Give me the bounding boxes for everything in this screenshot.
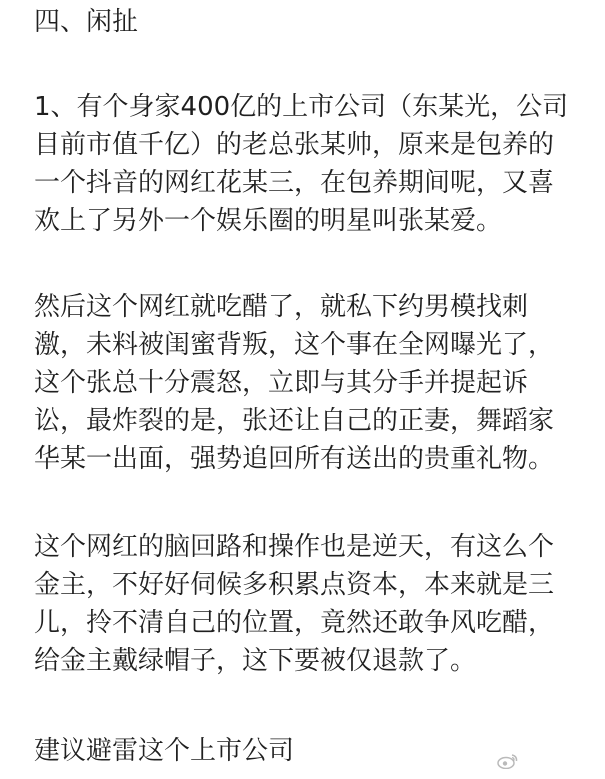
paragraph-line: 讼，最炸裂的是，张还让自己的正妻，舞蹈家 <box>34 406 555 436</box>
weibo-logo-icon <box>497 753 519 769</box>
paragraph-line: 华某一出面，强势追回所有送出的贵重礼物。 <box>34 444 555 474</box>
paragraph-line: 然后这个网红就吃醋了，就私下约男模找刺 <box>34 292 529 322</box>
paragraph-line: 这个张总十分震怒，立即与其分手并提起诉 <box>34 368 529 398</box>
paragraph-2 <box>34 288 594 478</box>
section-heading: 四、闲扯 <box>34 7 139 37</box>
watermark <box>497 753 519 769</box>
paragraph-1 <box>34 88 594 240</box>
paragraph-line: 1、有个身家400亿的上市公司（东某光，公司 <box>34 92 569 122</box>
paragraph-line: 一个抖音的网红花某三，在包养期间呢，又喜 <box>34 168 555 198</box>
paragraph-line: 目前市值千亿）的老总张某帅，原来是包养的 <box>34 130 555 160</box>
paragraph-line: 建议避雷这个上市公司 <box>34 736 295 766</box>
paragraph-line: 激，未料被闺蜜背叛，这个事在全网曝光了， <box>34 330 555 360</box>
paragraph-line: 这个网红的脑回路和操作也是逆天，有这么个 <box>34 532 555 562</box>
paragraph-line: 给金主戴绿帽子，这下要被仅退款了。 <box>34 646 477 676</box>
paragraph-line: 金主，不好好伺候多积累点资本，本来就是三 <box>34 570 555 600</box>
paragraph-3 <box>34 528 594 680</box>
paragraph-line: 儿，拎不清自己的位置，竟然还敢争风吃醋， <box>34 608 555 638</box>
paragraph-line: 欢上了另外一个娱乐圈的明星叫张某爱。 <box>34 206 503 236</box>
